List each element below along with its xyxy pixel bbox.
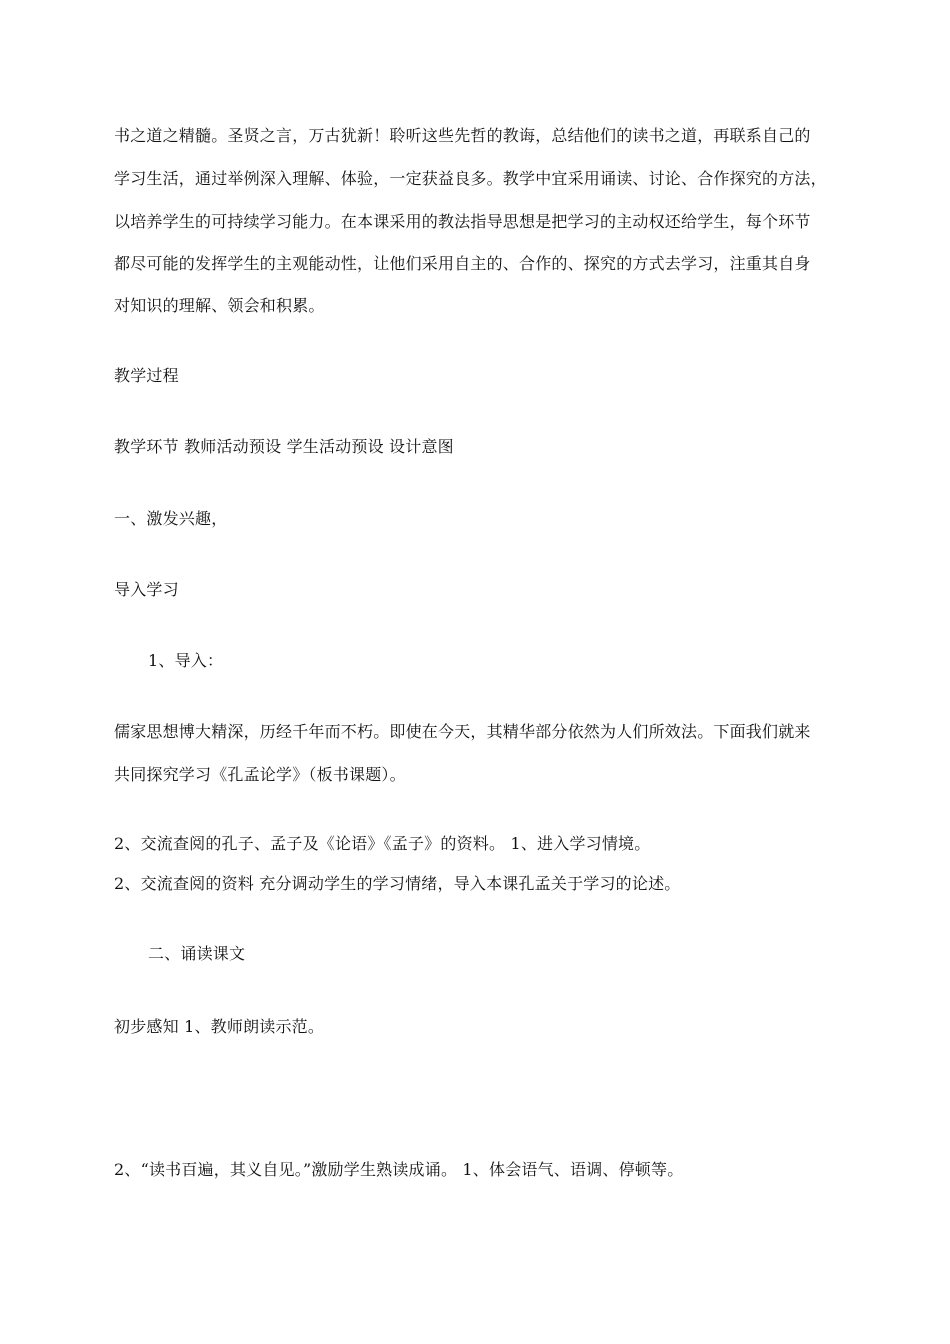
table-header: 教学环节 教师活动预设 学生活动预设 设计意图 [114, 437, 454, 456]
intro-line-3: 以培养学生的可持续学习能力。在本课采用的教法指导思想是把学习的主动权还给学生，每个环节 [114, 212, 811, 231]
intro-line-2: 学习生活，通过举例深入理解、体验，一定获益良多。教学中宜采用诵读、讨论、合作探究的方法， [114, 169, 827, 188]
step1-subtitle: 导入学习 [114, 580, 179, 599]
section-title: 教学过程 [114, 366, 179, 385]
step1-item2-line1: 2、交流查阅的孔子、孟子及《论语》《孟子》的资料。 1、进入学习情境。 [114, 834, 651, 853]
step1-item1: 1、导入： [148, 651, 224, 670]
step2-line1: 初步感知 1、教师朗读示范。 [114, 1017, 325, 1036]
step1-paragraph-line-2: 共同探究学习《孔孟论学》（板书课题）。 [114, 765, 406, 784]
step1-item2-line2: 2、交流查阅的资料 充分调动学生的学习情绪，导入本课孔孟关于学习的论述。 [114, 874, 681, 893]
intro-line-1: 书之道之精髓。圣贤之言，万古犹新！聆听这些先哲的教诲，总结他们的读书之道，再联系自己的 [114, 126, 811, 145]
intro-line-4: 都尽可能的发挥学生的主观能动性，让他们采用自主的、合作的、探究的方式去学习，注重其自身 [114, 254, 811, 273]
step2-title: 二、诵读课文 [148, 944, 246, 963]
intro-line-5: 对知识的理解、领会和积累。 [114, 296, 325, 315]
step1-title: 一、激发兴趣， [114, 509, 228, 528]
step2-line2: 2、“读书百遍，其义自见。”激励学生熟读成诵。 1、体会语气、语调、停顿等。 [114, 1160, 684, 1179]
step1-paragraph-line-1: 儒家思想博大精深，历经千年而不朽。即使在今天，其精华部分依然为人们所效法。下面我们就来 [114, 722, 811, 741]
